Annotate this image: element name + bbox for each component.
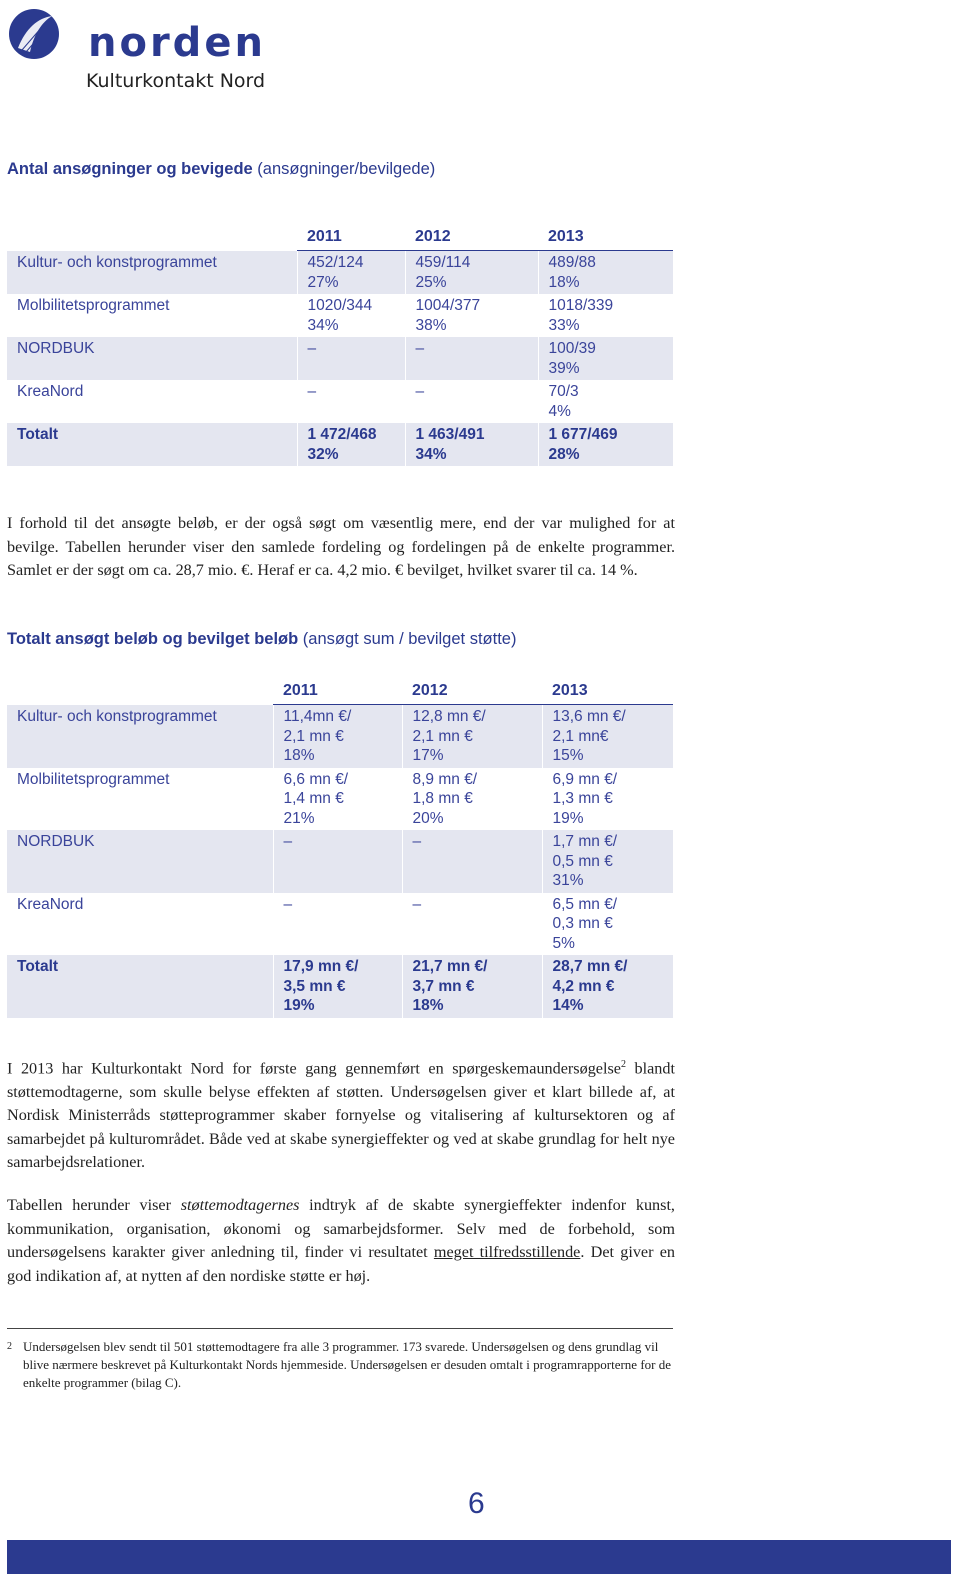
cell-line: – (415, 340, 425, 357)
paragraph-synergy (7, 1194, 675, 1288)
row-label: Totalt (7, 423, 297, 466)
table-row (7, 380, 673, 423)
cell-line: 6,5 mn €/ (552, 895, 618, 913)
para3-text-a: Tabellen herunder viser (7, 1196, 181, 1214)
footnote-number: 2 (7, 1341, 12, 1352)
cell-line: 31% (552, 872, 584, 889)
cell-line: 3,7 mn € (412, 977, 475, 995)
cell-line: 19% (552, 809, 584, 827)
table-cell (273, 768, 402, 831)
cell-line: 5% (552, 934, 575, 952)
para3-underlined: meget tilfredsstillende (433, 1243, 581, 1261)
table-cell (297, 251, 405, 295)
table-cell (405, 337, 538, 380)
cell-line: 1 472/468 (307, 426, 377, 443)
table-cell (542, 830, 673, 893)
year-header: 2013 (538, 224, 673, 251)
cell-line: – (307, 340, 317, 357)
table-cell (273, 955, 402, 1018)
cell-line: 12,8 mn €/ (412, 708, 486, 725)
table-cell (297, 380, 405, 423)
cell-line: 1 463/491 (415, 426, 485, 443)
cell-line: 8,9 mn €/ (412, 770, 478, 788)
table-cell (405, 294, 538, 337)
cell-line: 11,4mn €/ (283, 708, 352, 725)
para3-italic: støttemodtagernes (180, 1196, 300, 1214)
cell-line: 2,1 mn € (283, 727, 344, 745)
table-cell (538, 294, 673, 337)
row-label: KreaNord (17, 383, 84, 400)
cell-line: 19% (283, 997, 315, 1014)
row-label: NORDBUK (7, 337, 297, 380)
table2-subtitle: (ansøgt sum / bevilget støtte) (302, 630, 517, 648)
cell-line: 1 677/469 (548, 426, 618, 443)
table-cell (538, 337, 673, 380)
table1-title: Antal ansøgninger og bevigede (7, 160, 253, 178)
table-row (7, 251, 673, 295)
amounts-table (7, 678, 673, 1018)
cell-line: 25% (415, 273, 447, 291)
table-cell (402, 830, 542, 893)
table-cell (405, 380, 538, 423)
applications-table (7, 224, 673, 466)
table-row (7, 830, 673, 893)
table-cell (402, 768, 542, 831)
paragraph-survey (7, 1053, 675, 1175)
footnote-text: Undersøgelsen blev sendt til 501 støttemodtagere fra alle 3 programmer. 173 svarede. Undersøgelsen og dens grundlag vil blive nærmere beskrevet på Kulturkontakt Nords hjemmeside. Undersøgelsen er desuden omtalt i programrapporterne for de enkelte programmer (bilag C). (23, 1339, 671, 1390)
cell-line: 34% (415, 445, 447, 463)
cell-line: 489/88 (548, 254, 596, 271)
cell-line: 4% (548, 402, 571, 420)
table-cell (273, 830, 402, 893)
cell-line: 18% (548, 273, 580, 291)
table-cell (542, 893, 673, 956)
table-cell (402, 955, 542, 1018)
year-header: 2011 (273, 678, 402, 705)
table-cell (405, 423, 538, 466)
header-blank (7, 678, 273, 705)
cell-line: 2,1 mn € (412, 727, 473, 745)
table-cell (538, 423, 673, 466)
para2-text-b: blandt støttemodtagerne, som skulle belyse effekten af støtten. Undersøgelsen giver et klart billede af, at Nordisk Ministerråds støtteprogrammer skaber fornyelse og vitalisering af kultursektoren og af samarbejdet på kulturområdet. Både ved at skabe synergieffekter og ved at skabe grundlag for helt nye samarbejdsrelationer. (7, 1059, 675, 1172)
table-cell (402, 705, 542, 768)
row-label: NORDBUK (7, 830, 273, 893)
table-cell (297, 337, 405, 380)
cell-line: 39% (548, 359, 580, 377)
para3-text-c: . Det giver en god indikation af, at nytten af den nordiske støtte er høj. (7, 1243, 675, 1285)
cell-line: 2,1 mn€ (552, 727, 609, 745)
footnote-divider (7, 1328, 673, 1329)
cell-line: 1,3 mn € (552, 790, 613, 807)
year-header: 2011 (297, 224, 405, 251)
page-number: 6 (468, 1487, 485, 1520)
table-row (7, 423, 673, 466)
paragraph-intro: I forhold til det ansøgte beløb, er der også søgt om væsentlig mere, end der var mulighed for at bevilge. Tabellen herunder viser den samlede fordeling og fordelingen på de enkelte programmer. Samlet er der søgt om ca. 28,7 mio. €. Heraf er ca. 4,2 mio. € bevilget, hvilket svarer til ca. 14 %. (7, 514, 675, 579)
cell-line: – (415, 383, 425, 400)
cell-line: 32% (307, 445, 339, 463)
cell-line: 28% (548, 445, 580, 463)
cell-line: 34% (307, 316, 339, 334)
cell-line: 6,6 mn €/ (283, 770, 349, 788)
cell-line: 15% (552, 747, 584, 764)
swan-logo-icon (8, 8, 60, 60)
cell-line: – (283, 895, 293, 913)
row-label: Totalt (7, 955, 273, 1018)
cell-line: 6,9 mn €/ (552, 770, 618, 788)
row-label: Kultur- och konstprogrammet (7, 251, 297, 295)
table-cell (538, 380, 673, 423)
year-header: 2012 (402, 678, 542, 705)
table-cell (273, 893, 402, 956)
year-header: 2013 (542, 678, 673, 705)
row-label: Kultur- och konstprogrammet (7, 705, 273, 768)
cell-line: 17,9 mn €/ (283, 958, 359, 975)
norden-logo (8, 8, 308, 98)
cell-line: 20% (412, 809, 444, 827)
cell-line: 100/39 (548, 340, 596, 357)
row-label: Molbilitetsprogrammet (17, 297, 170, 314)
cell-line: 452/124 (307, 254, 364, 271)
footnote-ref[interactable]: 2 (620, 1059, 626, 1070)
cell-line: 1020/344 (307, 297, 373, 314)
table-cell (542, 955, 673, 1018)
table-cell (273, 705, 402, 768)
cell-line: 1,7 mn €/ (552, 833, 618, 850)
cell-line: 13,6 mn €/ (552, 708, 626, 725)
cell-line: 4,2 mn € (552, 977, 615, 995)
row-label: KreaNord (17, 895, 84, 913)
header-blank (7, 224, 297, 251)
cell-line: 14% (552, 997, 584, 1014)
cell-line: 1,4 mn € (283, 790, 344, 807)
footnote (7, 1338, 675, 1392)
cell-line: 21% (283, 809, 315, 827)
logo-subtitle: Kulturkontakt Nord (86, 70, 266, 92)
table-row (7, 893, 673, 956)
cell-line: 1004/377 (415, 297, 481, 314)
table-cell (542, 705, 673, 768)
cell-line: 18% (412, 997, 444, 1014)
cell-line: 0,5 mn € (552, 852, 613, 870)
cell-line: 70/3 (548, 383, 579, 400)
table-row (7, 955, 673, 1018)
cell-line: 28,7 mn €/ (552, 958, 628, 975)
table2-title: Totalt ansøgt beløb og bevilget beløb (7, 630, 299, 648)
para3-text-b: indtryk af de skabte synergieffekter indenfor kunst, kommunikation, organisation, økonomi og samarbejdsformer. Selv med de forbehold, som undersøgelsens karakter giver anledning til, finder vi resultatet (7, 1196, 675, 1261)
table-cell (538, 251, 673, 295)
table-cell (405, 251, 538, 295)
table-cell (297, 294, 405, 337)
table2-heading (7, 630, 516, 649)
table-row (7, 337, 673, 380)
table1-heading (7, 160, 435, 179)
cell-line: 3,5 mn € (283, 977, 346, 995)
table1-subtitle: (ansøgninger/bevilgede) (257, 160, 436, 178)
para2-text-a: I 2013 har Kulturkontakt Nord for første gang gennemført en spørgeskemaundersøgelse (7, 1059, 621, 1078)
table-cell (402, 893, 542, 956)
table-header-row (7, 678, 673, 705)
logo-wordmark: norden (88, 20, 266, 66)
table-cell (542, 768, 673, 831)
cell-line: – (412, 833, 422, 850)
table-row (7, 705, 673, 768)
cell-line: 27% (307, 273, 339, 291)
cell-line: 1,8 mn € (412, 790, 473, 807)
cell-line: 21,7 mn €/ (412, 958, 488, 975)
cell-line: 18% (283, 747, 315, 764)
table-row (7, 768, 673, 831)
cell-line: – (307, 383, 317, 400)
cell-line: 33% (548, 316, 580, 334)
cell-line: – (412, 895, 422, 913)
cell-line: – (283, 833, 293, 850)
cell-line: 0,3 mn € (552, 915, 613, 932)
cell-line: 1018/339 (548, 297, 614, 314)
table-row (7, 294, 673, 337)
cell-line: 459/114 (415, 254, 471, 271)
year-header: 2012 (405, 224, 538, 251)
cell-line: 17% (412, 747, 444, 764)
row-label: Molbilitetsprogrammet (17, 770, 170, 788)
table-cell (297, 423, 405, 466)
cell-line: 38% (415, 316, 447, 334)
table-header-row (7, 224, 673, 251)
bottom-brand-bar (7, 1540, 951, 1574)
